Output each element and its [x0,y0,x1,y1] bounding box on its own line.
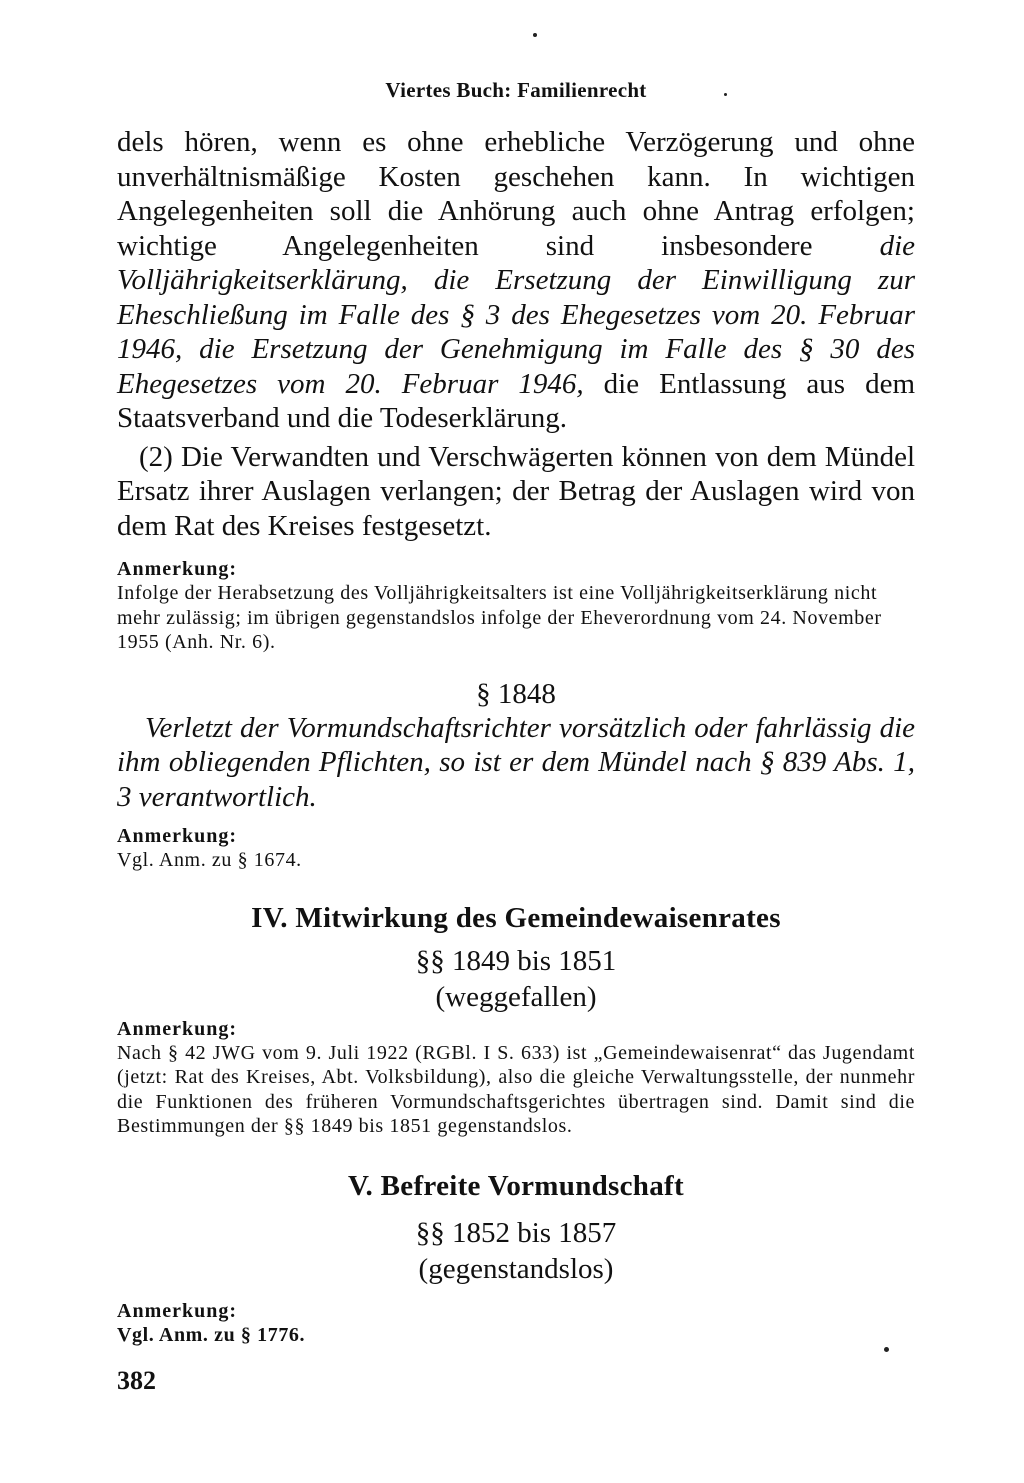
section-range: §§ 1852 bis 1857 [415,1216,617,1249]
chapter-v [117,1169,915,1287]
section-number: § 1848 [476,677,556,710]
note-heading: Anmerkung: [117,1017,238,1040]
note-heading: Anmerkung: [117,558,238,580]
note-heading: Anmerkung: [117,825,238,847]
note-block-4 [117,1299,915,1348]
note-block-2 [117,824,915,873]
section-status: (gegenstandslos) [418,1252,614,1285]
scan-speck [884,1347,889,1352]
section-text: Verletzt der Vormundschaftsrichter vorsätzlich oder fahrlässig die ihm obliegenden Pflichten, so ist er dem Mündel nach § 839 Abs. 1, 3 verantwortlich. [117,711,915,813]
note-block-1 [117,557,915,655]
continuation-text-end: die Entlassung aus dem Staatsverband und die Todeserklärung. [117,367,915,434]
continuation-italic-text: die Volljährigkeitserklärung, die Ersetzung der Einwilligung zur Eheschließung im Falle des § 3 des Ehegesetzes vom 20. Februar 1946, die Ersetzung der Genehmigung im Falle des § 30 des Ehegesetzes vom 20. Februar 1946, [117,229,915,400]
continuation-text: dels hören, wenn es ohne erhebliche Verzögerung und ohne unverhältnismäßige Kosten geschehen kann. In wichtigen Angelegenheiten soll die Anhörung auch ohne Antrag erfolgen; wichtige Angelegenheiten sind insbesondere [117,126,915,262]
note-block-3 [117,1017,915,1139]
note-text: Infolge der Herabsetzung des Volljährigkeitsalters ist eine Volljährigkeitserklärung nicht mehr zulässig; im übrigen gegenstandslos infolge der Eheverordnung vom 24. November 1955 (Anh. Nr. 6). [117,582,882,653]
note-text: Vgl. Anm. zu § 1776. [117,1323,306,1346]
chapter-heading: IV. Mitwirkung des Gemeindewaisenrates [251,901,781,934]
chapter-heading: V. Befreite Vormundschaft [348,1169,684,1202]
note-heading: Anmerkung: [117,1299,238,1322]
page-content [117,78,915,1347]
paragraph-2: (2) Die Verwandten und Verschwägerten können von dem Mündel Ersatz ihrer Auslagen verlangen; der Betrag der Auslagen wird von dem Rat des Kreises festgesetzt. [117,440,915,542]
note-text: Nach § 42 JWG vom 9. Juli 1922 (RGBl. I S. 633) ist „Gemeindewaisenrat“ das Jugendamt (jetzt: Rat des Kreises, Abt. Volksbildung), also die gleiche Verwaltungsstelle, der nunmehr die Funktionen des früheren Vormundschaftsgerichtes übertragen sind. Damit sind die Bestimmungen der §§ 1849 bis 1851 gegenstandslos. [117,1041,915,1137]
section-status: (weggefallen) [435,980,597,1013]
continuation-paragraph [117,125,915,436]
page-number: 382 [117,1366,156,1395]
chapter-iv [117,901,915,1015]
section-range: §§ 1849 bis 1851 [415,944,617,977]
note-text: Vgl. Anm. zu § 1674. [117,849,302,871]
section-1848 [117,677,915,815]
running-head: Viertes Buch: Familienrecht [385,78,647,102]
scan-speck [533,33,537,37]
scan-speck [724,93,727,96]
